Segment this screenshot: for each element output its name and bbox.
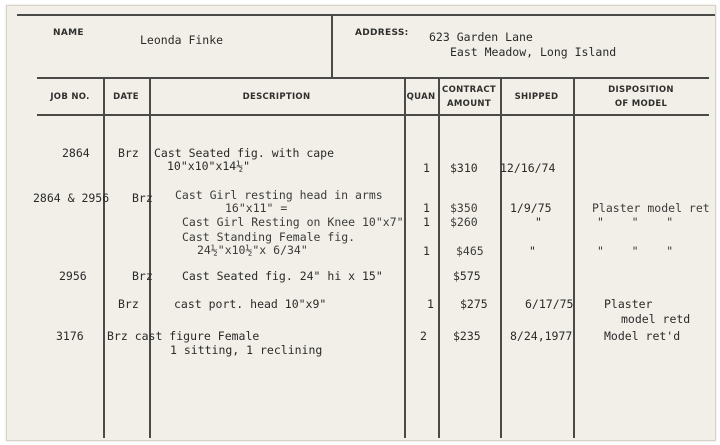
address-label: ADDRESS: [355,28,409,38]
col-divider-2 [149,78,151,438]
col-header-amount: AMOUNT [447,99,491,109]
entry-5-shipped: 8/24,1977 [510,329,573,343]
entry-1-desc-1: Cast Seated fig. with cape [154,146,335,160]
entry-5-desc-1: Brz cast figure Female [107,329,260,343]
name-label: NAME [53,28,84,38]
col-divider-6 [573,78,575,438]
entry-4-date: Brz [118,297,139,311]
entry-4-amount: $275 [460,297,488,311]
entry-5-amount: $235 [453,329,481,343]
entry-2-disp-2: " " " [597,215,674,229]
col-header-disposition: DISPOSITION [608,85,674,95]
col-divider-5 [500,78,502,438]
entry-5-quan: 2 [420,329,427,343]
entry-2-date: Brz [132,191,153,205]
col-header-description: DESCRIPTION [242,92,311,102]
entry-1-job: 2864 [62,146,90,160]
entry-2-desc-1: Cast Girl resting head in arms [175,188,383,202]
entry-2-quan-1: 1 [423,201,430,215]
entry-2-desc-3: Cast Girl Resting on Knee 10"x7" [182,215,404,229]
col-header-contract: CONTRACT [442,85,496,95]
entry-4-disp-1: Plaster [604,297,653,311]
entry-3-amount: $575 [453,269,481,283]
entry-2-desc-5: 24½"x10½"x 6/34" [197,243,308,257]
name-address-divider [331,14,333,79]
entry-3-desc: Cast Seated fig. 24" hi x 15" [182,269,383,283]
col-header-date: DATE [113,92,139,102]
column-header-rule [37,114,709,116]
entry-4-desc: cast port. head 10"x9" [174,297,327,311]
entry-1-desc-2: 10"x10"x14½" [167,159,251,173]
entry-4-disp-2: model retd [621,312,691,326]
header-bottom-rule [37,77,709,79]
col-header-shipped: SHIPPED [514,92,559,102]
entry-2-job: 2864 & 2956 [33,191,110,205]
entry-2-disp-1: Plaster model ret [592,201,710,215]
entry-2-amount-3: $465 [456,244,484,258]
entry-2-quan-3: 1 [423,244,430,258]
entry-3-job: 2956 [59,269,87,283]
entry-2-desc-4: Cast Standing Female fig. [182,230,356,244]
entry-1-quan: 1 [423,161,430,175]
col-divider-1 [103,78,105,438]
col-header-quan: QUAN [406,92,436,102]
entry-2-amount-1: $350 [450,201,478,215]
entry-1-shipped: 12/16/74 [500,161,556,175]
entry-5-job: 3176 [56,329,84,343]
top-rule [17,14,715,16]
entry-4-shipped: 6/17/75 [525,297,574,311]
col-divider-3 [404,78,406,438]
entry-1-date: Brz [118,146,139,160]
entry-5-disp: Model ret'd [604,329,681,343]
entry-2-quan-2: 1 [423,215,430,229]
entry-2-shipped-2: " [535,215,542,229]
entry-2-shipped-3: " [529,244,536,258]
col-header-job-no: JOB NO. [50,92,90,102]
entry-2-shipped-1: 1/9/75 [510,201,552,215]
address-line-2: East Meadow, Long Island [450,45,617,59]
entry-2-desc-2: 16"x11" = [225,201,288,215]
entry-3-date: Brz [132,269,153,283]
col-divider-4 [438,78,440,438]
col-header-of-model: OF MODEL [614,99,668,109]
entry-2-disp-3: " " " [597,244,674,258]
entry-4-quan: 1 [427,297,434,311]
entry-2-amount-2: $260 [450,215,478,229]
entry-5-desc-2: 1 sitting, 1 reclining [170,343,323,357]
name-value: Leonda Finke [140,33,224,47]
record-card [6,5,716,441]
address-line-1: 623 Garden Lane [429,30,533,44]
entry-1-amount: $310 [450,161,478,175]
